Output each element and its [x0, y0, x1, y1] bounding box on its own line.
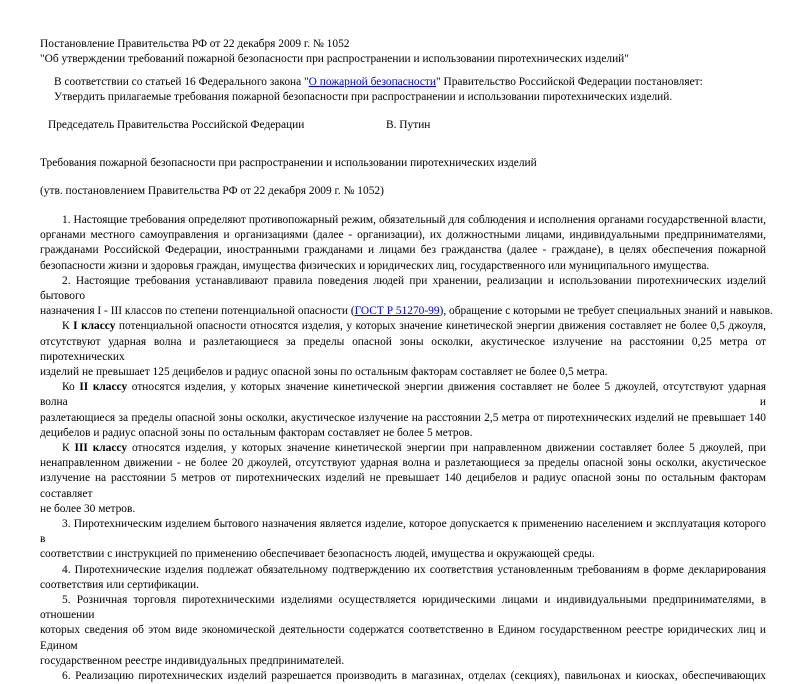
requirements-title: Требования пожарной безопасности при распространении и использовании пиротехнических изделий — [40, 157, 537, 169]
paragraph-3: 3. Пиротехническим изделием бытового назначения является изделие, которое допускается к применению населением и эксплуатация которого в соответствии с инструкцией по применению обеспечивает безопасность людей, имущества и окружающей среды. — [40, 518, 766, 561]
preamble-paragraph-2: Утвердить прилагаемые требования пожарной безопасности при распространении и использовании пиротехнических изделий. — [54, 91, 673, 104]
class-1-paragraph: К I классу потенциальной опасности относятся изделия, у которых значение кинетической энергии движения составляет не более 0,5 джоуля, отсутствуют ударная волна и разлетающиеся за пределы опасной зоны осколки, акустическое излучение на расстоянии 0,25 метра от пиротехнических изделий не превышает 125 децибелов и радиус опасной зоны по остальным факторам составляет не более 0,5 метра. — [40, 320, 766, 379]
document-header — [40, 37, 766, 67]
requirements-body — [40, 213, 773, 684]
paragraph-2: 2. Настоящие требования устанавливают правила поведения людей при хранении, реализации и использовании пиротехнических изделий бытового назначения I - III классов по степени потенциальной опасности (ГОСТ Р 51270-99), обращение с которыми не требует специальных знаний и навыков. — [40, 274, 773, 318]
paragraph-5: 5. Розничная торговля пиротехническими изделиями осуществляется юридическими лицами и индивидуальными предпринимателями, в отношении которых сведения об этом виде экономической деятельности содержатся соответственно в Едином государственном реестре юридических лиц и Едином государственном реестре индивидуальных предпринимателей. — [40, 594, 766, 667]
decree-title: Постановление Правительства РФ от 22 декабря 2009 г. № 1052 — [40, 38, 350, 50]
signatory-name: В. Путин — [386, 119, 431, 131]
paragraph-4: 4. Пиротехнические изделия подлежат обязательному подтверждению их соответствия установленным требованиям в форме декларирования соответствия или сертификации. — [40, 563, 766, 591]
class-3-label: III классу — [74, 442, 128, 455]
class-2-label: II классу — [79, 381, 128, 394]
signatory-position: Председатель Правительства Российской Федерации — [48, 119, 305, 131]
preamble — [54, 75, 766, 105]
preamble-paragraph-1: В соответствии со статьей 16 Федерального закона "О пожарной безопасности" Правительство Российской Федерации постановляет: — [54, 76, 703, 88]
law-link[interactable]: О пожарной безопасности — [308, 76, 436, 88]
decree-subtitle: "Об утверждении требований пожарной безопасности при распространении и использовании пиротехнических изделий" — [40, 53, 629, 66]
paragraph-1: 1. Настоящие требования определяют противопожарный режим, обязательный для соблюдения и исполнения органами государственной власти, органами местного самоуправления и организациями (далее - организации), их должностными лицами, индивидуальными предпринимателями, гражданами Российской Федерации, иностранными гражданами и лицами без гражданства (далее - граждане), в целях обеспечения пожарной безопасности жизни и здоровья граждан, имущества физических и юридических лиц, государственного или муниципального имущества. — [40, 214, 766, 272]
paragraph-6: 6. Реализацию пиротехнических изделий разрешается производить в магазинах, отделах (секциях), павильонах и киосках, обеспечивающих — [62, 670, 766, 683]
class-3-paragraph: К III классу относятся изделия, у которых значение кинетической энергии при направленном движении составляет более 5 джоулей, при ненаправленном движении - не более 20 джоулей, отсутствуют ударная волна и разлетающиеся за пределы опасной зоны осколки, акустическое излучение на расстоянии 5 метров от пиротехнических изделий не превышает 140 децибелов и радиус опасной зоны по остальным факторам составляет не более 30 метров. — [40, 442, 766, 515]
approval-note: (утв. постановлением Правительства РФ от 22 декабря 2009 г. № 1052) — [40, 185, 384, 197]
gost-link[interactable]: ГОСТ Р 51270-99 — [354, 305, 440, 318]
class-2-paragraph: Ко II классу относятся изделия, у которых значение кинетической энергии движения составляет не более 5 джоулей, отсутствуют ударная волна и разлетающиеся за пределы опасной зоны осколки, акустическое излучение на расстоянии 2,5 метра от пиротехнических изделий не превышает 140 децибелов и радиус опасной зоны по остальным факторам составляет не более 5 метров. — [40, 381, 766, 439]
class-1-label: I классу — [73, 320, 116, 333]
